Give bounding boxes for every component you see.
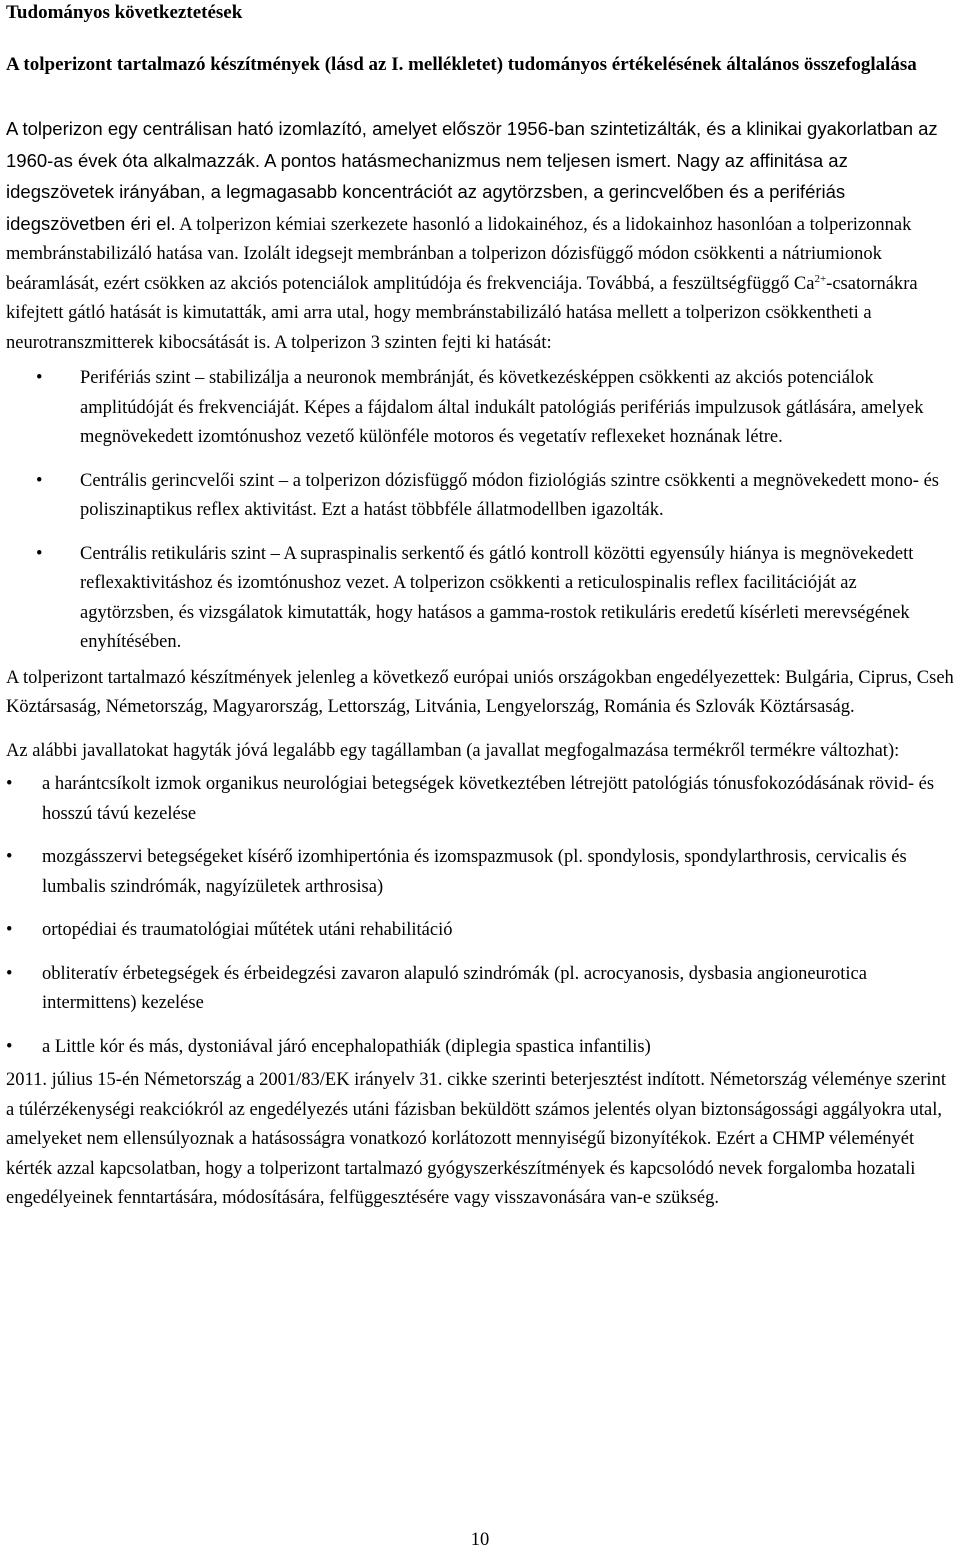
document-page <box>6 0 954 1214</box>
list-item <box>6 916 954 946</box>
list-item <box>6 1033 954 1063</box>
indications-list <box>6 770 954 1062</box>
bullet-icon: • <box>6 1036 13 1057</box>
list-item-text: a Little kór és más, dystoniával járó encephalopathiák (diplegia spastica infantilis) <box>42 1036 651 1057</box>
summary-heading: A tolperizont tartalmazó készítmények (lásd az I. mellékletet) tudományos értékelésének általános összefoglalása <box>6 54 917 75</box>
mechanism-sans-text: A tolperizon egy centrálisan ható izomlazító, amelyet először 1956-ban szintetizálták, és a klinikai gyakorlatban az 1960-as évek óta alkalmazzák. A pontos hatásmechanizmus nem teljesen ismert. Nagy az affinitása az idegszövetek irányában, a legmagasabb koncentrációt az agytörzsben, a gerincvelőben és a perifériás idegszövetben éri el. <box>6 118 938 234</box>
bullet-icon: • <box>6 963 13 984</box>
approval-paragraph: A tolperizont tartalmazó készítmények jelenleg a következő európai uniós országokban engedélyezettek: Bulgária, Ciprus, Cseh Köztársaság, Németország, Magyarország, Lettország, Litvánia, Lengyelország, Románia és Szlovák Köztársaság. <box>6 667 954 717</box>
mechanism-paragraph <box>6 114 954 358</box>
list-item <box>6 467 954 526</box>
list-item-text: a harántcsíkolt izmok organikus neurológiai betegségek következtében létrejött patológiás tónusfokozódásának rövid- és hosszú távú kezelése <box>42 774 935 824</box>
list-item-text: obliteratív érbetegségek és érbeidegzési zavaron alapuló szindrómák (pl. acrocyanosis, dysbasia angioneurotica intermittens) kezelése <box>42 963 867 1013</box>
list-item-text: Centrális gerincvelői szint – a tolperizon dózisfüggő módon fiziológiás szintre csökkenti a megnövekedett mono- és poliszinaptikus reflex aktivitást. Ezt a hatást többféle állatmodellben igazolták. <box>80 470 940 520</box>
list-item-text: ortopédiai és traumatológiai műtétek utáni rehabilitáció <box>42 920 453 940</box>
list-item <box>6 960 954 1019</box>
list-item <box>6 364 954 453</box>
bullet-icon: • <box>6 920 13 940</box>
bullet-icon: • <box>36 470 43 491</box>
bullet-icon: • <box>36 368 43 388</box>
list-item <box>6 540 954 658</box>
page-number: 10 <box>470 1530 490 1550</box>
bullet-icon: • <box>6 774 13 794</box>
bullet-icon: • <box>6 847 13 867</box>
calcium-superscript: 2+ <box>814 272 827 285</box>
action-levels-list <box>6 364 954 658</box>
list-item-text: Centrális retikuláris szint – A supraspinalis serkentő és gátló kontroll közötti egyensúly hiánya is megnövekedett reflexaktivitáshoz és izomtónushoz vezet. A tolperizon csökkenti a reticulospinalis reflex facilitációját az agytörzsben, és vizsgálatok kimutatták, hogy hatásos a gamma-rostok retikuláris eredetű kísérleti merevségének enyhítésében. <box>80 543 914 652</box>
bullet-icon: • <box>36 543 43 564</box>
list-item <box>6 843 954 902</box>
list-item-text: Perifériás szint – stabilizálja a neuronok membránját, és következésképpen csökkenti az akciós potenciálok amplitúdóját és frekvenciáját. Képes a fájdalom által indukált patológiás perifériás impulzusok gátlására, amelyek megnövekedett izomtónushoz vezető különféle motoros és vegetatív reflexeket hoznának létre. <box>80 368 924 447</box>
referral-paragraph: 2011. július 15-én Németország a 2001/83/EK irányelv 31. cikke szerinti beterjesztést indított. Németország véleménye szerint a túlérzékenységi reakciókról az engedélyezés utáni fázisban beküldött számos jelentés olyan biztonságossági aggályokra utal, amelyeket nem ellensúlyoznak a hatásosságra vonatkozó korlátozott mennyiségű bizonyítékok. Ezért a CHMP véleményét kérték azzal kapcsolatban, hogy a tolperizont tartalmazó gyógyszerkészítmények és kapcsolódó nevek forgalomba hozatali engedélyeinek fenntartására, módosítására, felfüggesztésére vagy visszavonására van-e szükség. <box>6 1070 946 1208</box>
section-heading: Tudományos következtetések <box>6 2 243 23</box>
list-item <box>6 770 954 829</box>
list-item-text: mozgásszervi betegségeket kísérő izomhipertónia és izomspazmusok (pl. spondylosis, spondylarthrosis, cervicalis és lumbalis szindrómák, nagyízületek arthrosisa) <box>42 847 907 897</box>
indications-intro-paragraph: Az alábbi javallatokat hagyták jóvá legalább egy tagállamban (a javallat megfogalmazása termékről termékre változhat): <box>6 740 900 761</box>
mechanism-end-text: -csatornákra kifejtett gátló hatását is kimutatták, ami arra utal, hogy membránstabilizáló hatása mellett a tolperizon csökkentheti a neurotranszmitterek kibocsátását is. A tolperizon 3 szinten fejti ki hatását: <box>6 273 918 353</box>
mechanism-serif-text: A tolperizon kémiai szerkezete hasonló a lidokainéhoz, és a lidokainhoz hasonlóan a tolperizonnak membránstabilizáló hatása van. Izolált idegsejt membránban a tolperizon dózisfüggő módon csökkenti a nátriumionok beáramlását, ezért csökken az akciós potenciálok amplitúdója és frekvenciája. Továbbá, a feszültségfüggő Ca <box>6 214 912 294</box>
